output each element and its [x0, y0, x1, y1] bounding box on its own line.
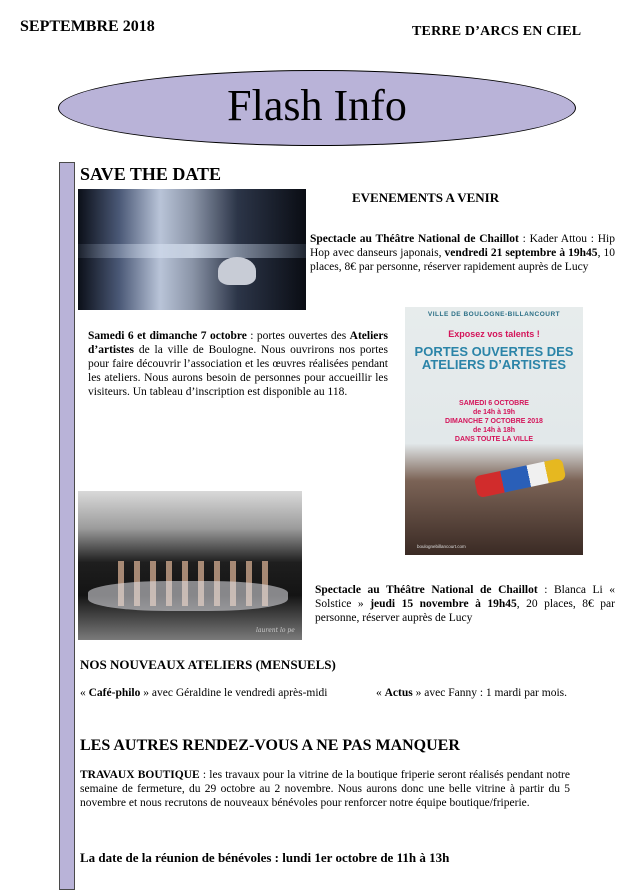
page-title: Flash Info [227, 81, 407, 130]
shop-works-text: : les travaux pour la vitrine de la boutique friperie seront réalisés pendant notre semaine de fermeture, du 29 octobre au 2 novembre. Nous aurons donc une belle vitrine à partir du 5 novembre et nous recrutons de nouveaux bénévoles pour renforcer notre équipe boutique/friperie. [80, 769, 570, 809]
save-the-date-heading: SAVE THE DATE [80, 164, 222, 184]
poster-date1: SAMEDI 6 OCTOBRE [459, 400, 529, 407]
shop-works-label: TRAVAUX BOUTIQUE [80, 769, 200, 781]
event-chaillot-blanca-li [315, 583, 615, 625]
event-desc: : Kader Attou : Hip Hop avec danseurs japonais, [310, 233, 615, 259]
motion-blur [78, 244, 306, 258]
poster-dates [405, 399, 583, 444]
poster-tagline: Exposez vos talents ! [448, 329, 540, 339]
quote-open: « [80, 687, 89, 699]
shop-works-paragraph [80, 768, 570, 810]
event-details: de la ville de Boulogne. Nous ouvrirons nos portes pour faire découvrir l’association et les œuvres réalisées pendant les ateliers. Nous aurons besoin de personnes pour accueillir les visiteurs. Un tableau d’inscription est disponible au 118. [88, 344, 388, 398]
event-chaillot-kader-attou [310, 232, 615, 274]
photo-credit: laurent lo pe [256, 627, 295, 634]
poster-time2: de 14h à 18h [472, 427, 516, 434]
stage-fabric [88, 581, 288, 611]
open-studios-poster [405, 307, 583, 555]
events-heading: EVENEMENTS A VENIR [352, 190, 500, 205]
workshop-desc: » avec Fanny : 1 mardi par mois. [412, 687, 568, 699]
event-details: , 10 places, 8€ par personne, réserver rapidement auprès de Lucy [310, 247, 615, 273]
hiphop-dancer-photo [78, 189, 306, 310]
poster-website: boulognebillancourt.com [417, 544, 466, 549]
workshop-cafe-philo [80, 687, 328, 699]
event-date: jeudi 15 novembre à 19h45 [370, 598, 517, 610]
poster-place: DANS TOUTE LA VILLE [454, 436, 534, 443]
dancer-figure [218, 257, 256, 285]
event-venue: Spectacle au Théâtre National de Chaillot [315, 584, 538, 596]
event-details: , 20 places, 8€ par personne, réserver auprès de Lucy [315, 598, 615, 624]
workshop-name: Café-philo [88, 687, 141, 699]
workshop-actus [376, 687, 567, 699]
quote-open: « [376, 687, 385, 699]
other-events-heading: LES AUTRES RENDEZ-VOUS A NE PAS MANQUER [80, 737, 460, 754]
poster-title: PORTES OUVERTES DES ATELIERS D’ARTISTES [414, 344, 574, 372]
new-workshops-heading: NOS NOUVEAUX ATELIERS (MENSUELS) [80, 657, 336, 672]
poster-city: VILLE DE BOULOGNE-BILLANCOURT [427, 311, 561, 318]
event-venue: Spectacle au Théâtre National de Chaillot [310, 233, 519, 245]
organization-name: TERRE D’ARCS EN CIEL [412, 24, 582, 39]
event-date: Samedi 6 et dimanche 7 octobre [88, 330, 247, 342]
workshop-desc: » avec Géraldine le vendredi après-midi [140, 687, 328, 699]
left-decorative-bar [59, 162, 75, 890]
solstice-stage-photo [78, 491, 302, 640]
event-desc: : portes ouvertes des [246, 330, 350, 342]
paint-tubes-icon [474, 458, 567, 498]
event-date: vendredi 21 septembre à 19h45 [444, 247, 598, 259]
event-venue: Ateliers d’artistes [88, 330, 388, 356]
newsletter-date: SEPTEMBRE 2018 [20, 18, 155, 35]
event-desc: : Blanca Li « Solstice » [315, 584, 615, 610]
volunteer-meeting-date: La date de la réunion de bénévoles : lundi 1er octobre de 11h à 13h [80, 850, 450, 865]
poster-time1: de 14h à 19h [472, 409, 516, 416]
poster-date2: DIMANCHE 7 OCTOBRE 2018 [445, 418, 543, 425]
workshop-name: Actus [384, 687, 413, 699]
event-open-studios [88, 329, 388, 399]
